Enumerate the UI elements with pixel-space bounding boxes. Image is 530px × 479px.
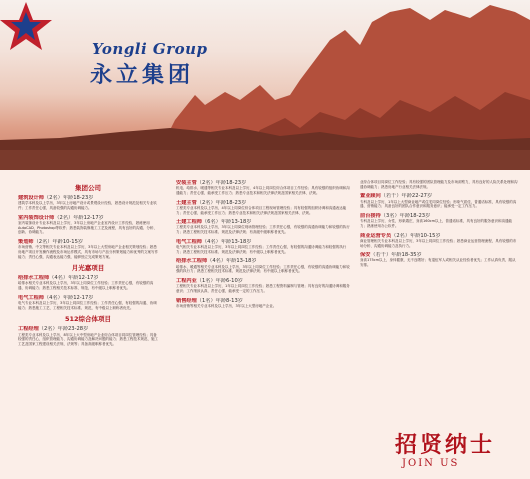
job-title: 商业运营专员	[360, 232, 392, 239]
listing-column-2	[176, 180, 351, 313]
job-description: 专科及以上学历，女性，形象端庄，身高160cm以上，普通话标准，具有良好的服务意识和沟通能力；熟练使用办公软件。	[360, 219, 513, 228]
job-requirement-summary: （6名）年龄13-18岁	[201, 219, 252, 226]
job-title: 土建主管	[176, 199, 197, 206]
job-listing	[360, 233, 518, 249]
job-requirement-summary: （2名）年龄12-17岁	[54, 214, 104, 221]
job-description: 市场营销、中文等相关专业本科及以上学历，3年以上大型房地产企业相关策划经验；熟悉房地产项目开发操作流程及市场运作模式，具有市场与产品分析策划能力和优秀的文案写作能力；责任心强，沟通表达能力强，能够独立完成策划方案。	[18, 245, 158, 259]
job-title: 土建工程师	[176, 219, 202, 226]
job-title: 置业顾问	[360, 193, 381, 200]
job-title: 电气工程师	[18, 294, 44, 301]
section-title: 512综合体项目	[64, 315, 112, 324]
job-description: 室内装饰设计专业本科及以上学历，3年以上房地产企业室内设计工作经验，熟练使用AutoCAD、Photoshop等软件；熟悉装饰装修施工工艺及流程，具有良好的沟通、分析、创新、协调能力。	[18, 220, 158, 235]
header-banner	[0, 0, 530, 170]
section-title: 月光嘉项目	[71, 264, 105, 273]
job-description: 工程类专业本科及以上学历，8年以上大中型房地产企业综合体项目同岗位管理经验；具备较强的责任心，组织管理能力、沟通协调能力及解决问题的能力；熟悉工程技术规范、施工工艺及国家工程建设相关法规、法规等；具备高级职称者优先。	[18, 332, 158, 347]
recruit-subheading: JOIN US	[402, 458, 460, 469]
job-listing	[176, 200, 351, 216]
job-requirement-summary: （2名）年龄10-15岁	[33, 238, 84, 245]
job-requirement-summary: （1名）年龄6-10岁	[196, 278, 243, 285]
job-listing	[176, 278, 351, 294]
job-requirement-summary: （1名）年龄8-13岁	[196, 297, 243, 304]
job-title: 策划师	[18, 238, 34, 245]
job-title: 给排水工程师	[18, 275, 50, 282]
job-listing	[176, 258, 351, 274]
job-title: 工程经理	[18, 326, 39, 333]
listing-column-1	[18, 180, 158, 351]
job-listing	[360, 252, 518, 268]
job-listing	[18, 215, 158, 235]
job-listing	[176, 239, 351, 255]
job-listing	[18, 326, 158, 346]
star-logo-icon	[0, 0, 52, 52]
job-title: 安装主管	[176, 180, 197, 186]
job-description: 给排水相关专业本科及以上学历，3年以上同岗位工作经验；工作责任心强，有较强的沟通、协调能力；熟悉工程相关技术标准、规范，有中级以上职称者优先。	[18, 281, 154, 291]
job-listing	[18, 295, 158, 311]
job-title: 工程内业	[176, 278, 197, 285]
job-requirement-summary: （若干）年龄22-27岁	[380, 193, 433, 200]
job-description: 机电、给排水、暖通等相关专业本科及以上学历，4年以上同岗位综合体项目工作经验；具有较强的组织协调和沟通能力；责任心强，能承受工作压力；熟悉专业技术和相关法律法规及国家相关法律、法规。	[176, 186, 350, 195]
job-description-continued: 业综合体项目同岗位工作经验；具有较强的团队管理能力及市场洞察力，具有良好的人际关系处理和沟通协调能力；熟悉房地产行业相关法律法规。	[360, 180, 518, 189]
job-listing	[176, 219, 351, 235]
job-description: 给排水、暖通等相关专业本科及以上学历，3年以上同岗位工作经验；工作责任心强，有较强的沟通协调能力和较强的执行力；熟悉工程相关技术标准、规范及法律法规；有中级以上职称者优先。	[176, 264, 350, 274]
job-description: 电气相关专业本科及以上学历，3年以上同岗位工作经验；工作责任心强，有较强的沟通协调能力和较强的执行力；熟悉工程相关技术标准、规范及法律法规；有中级以上职称者优先。	[176, 245, 347, 254]
job-title: 前台接待	[360, 213, 381, 220]
job-requirement-summary: （4名）年龄13-18岁	[207, 258, 257, 265]
job-requirement-summary: （若干）年龄18-35岁	[370, 252, 422, 259]
job-requirement-summary: （2名）年龄18-23岁	[43, 195, 94, 201]
job-description: 身高175cm以上，身体健康，无不良嗜好；有退伍军人或相关从业经验者优先；工作认真负责，服从安排。	[360, 258, 516, 268]
job-listing	[360, 213, 518, 229]
job-title: 建筑设计师	[18, 195, 44, 201]
company-name-cn: 永立集团	[90, 63, 195, 88]
job-description: 电气专业本科及以上学历，3年以上同岗位工作经验；工作责任心强，有较强的沟通、协调能力；熟悉施工工艺、工程相关技术标准、规范，有中级以上职称者优先。	[18, 301, 157, 310]
job-description: 工程类专业本科及以上学历，4年以上同岗位综合体项目工程现场管理经验；具有较强的组织协调和沟通表达能力；责任心强，能承受工作压力；熟悉专业技术和相关法律法规及国家相关法律、法规。	[176, 205, 347, 215]
job-listing	[18, 275, 158, 291]
recruit-heading: 招贤纳士	[395, 432, 496, 458]
job-listing	[360, 193, 518, 209]
job-requirement-summary: （2名）年龄10-15岁	[391, 232, 441, 239]
job-title: 室内装饰设计师	[18, 214, 55, 221]
job-description: 商业管理相关专业本科及以上学历，3年以上同岗位工作经验；熟悉商业运营管理流程，具有较强的市场分析、沟通协调能力及执行力。	[360, 238, 517, 248]
job-listing	[18, 239, 158, 259]
job-listing	[176, 298, 351, 309]
job-description: 专科及以上学历，1年以上大型商业地产或住宅同岗位经验；形象气质佳，普通话标准，具有较强的沟通、营销能力；具备良好的团队合作意识和服务意识；能承受一定工作压力。	[360, 199, 517, 209]
job-requirement-summary: （3名）年龄18-23岁	[380, 213, 431, 220]
job-description: 建筑学本科及以上学历，3年以上房地产设计或景观设计经验，熟悉设计规范及相关专业软件；工作责任心强，具备较强的沟通协调能力。	[18, 201, 157, 210]
job-listing	[18, 195, 158, 211]
job-description: 市场营销等相关专业本科及以上学历，3年以上大型房地产企业。	[176, 303, 277, 308]
job-description: 工程相关专业本科及以上学历，1年以上同岗位工作经验；熟悉工程资料编制与管理；具有良好的沟通协调和服务意识；工作细致认真，责任心强，能承受一定的工作压力。	[176, 284, 350, 293]
job-requirement-summary: （4名）年龄13-18岁	[201, 238, 252, 245]
company-name-en: Yongli Group	[92, 40, 208, 58]
job-title: 给排水工程师	[176, 258, 208, 265]
job-requirement-summary: （2名）年龄18-23岁	[196, 180, 247, 186]
job-requirement-summary: （4名）年龄12-17岁	[49, 275, 99, 282]
job-requirement-summary: （2名）年龄18-23岁	[196, 199, 247, 206]
job-title: 保安	[360, 252, 371, 259]
job-title: 电气工程师	[176, 238, 202, 245]
job-listing	[176, 180, 351, 196]
red-rock-landscape-image	[0, 0, 530, 170]
listing-column-3	[360, 180, 518, 272]
job-requirement-summary: （4名）年龄12-17岁	[43, 294, 94, 301]
job-requirement-summary: （2名）年龄23-28岁	[38, 326, 89, 333]
job-title: 销售经理	[176, 297, 197, 304]
job-description: 工程类专业本科及以上学历，3年以上同岗位现场管理经验；工作责任心强，有较强的沟通协调能力和较强的执行力；熟悉工程相关技术标准、规范及法律法规；有高级中级职称者优先。	[176, 225, 350, 235]
section-title: 集团公司	[75, 184, 101, 192]
